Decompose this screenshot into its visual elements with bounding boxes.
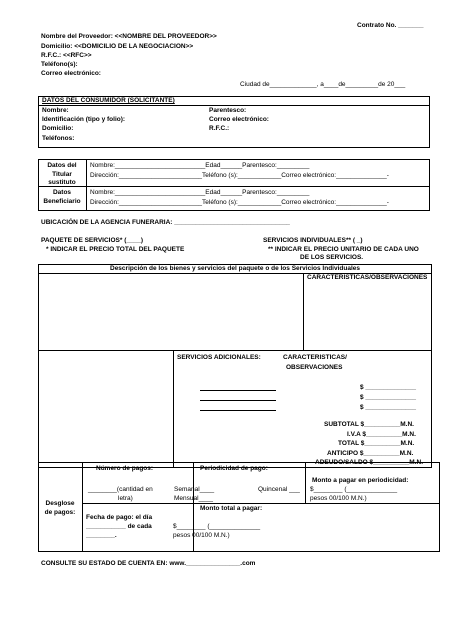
provider-name: Nombre del Proveedor: <<NOMBRE DEL PROVEEDOR>> [41,33,217,40]
divider [38,186,430,187]
adeudo-saldo: ADEUDO/SALDO $__________M.N. [315,459,424,466]
contract-number: Contrato No. _______ [357,22,424,29]
period-biweekly: Quincenal ___ [258,486,300,493]
package-note: * INDICAR EL PRECIO TOTAL DEL PAQUETE [46,246,185,253]
payment-side-1: Desglose [45,500,75,507]
subtotal: SUBTOTAL $__________M.N. [324,421,414,428]
total-amount-line: $________ (______________ [173,523,261,530]
service-line [200,400,276,401]
total-amount-title: Monto total a pagar: [200,505,263,512]
provider-rfc: R.F.C.: <<RFC>> [41,52,92,59]
total-amount-line-2: pesos 00/100 M.N.) [173,532,230,539]
periodic-amount-line-2: pesos 00/100 M.N.) [310,495,367,502]
consumer-email: Correo electrónico: [209,116,269,123]
funeral-location: UBICACIÓN DE LA AGENCIA FUNERARIA: ________________________________ [41,219,290,226]
beneficiary-line-2: Dirección:_______________________Teléfono (s):____________Correo electrónico:______________- [90,199,389,206]
service-line [200,390,276,391]
divider [86,159,87,211]
divider [305,462,306,503]
substitute-label-1: Datos del [47,162,77,169]
city-date: Ciudad de_____________, a____de_________de 20___ [240,81,406,88]
individual-note-2: DE LOS SERVICIOS. [300,254,364,261]
divider [38,350,432,351]
service-line [200,410,276,411]
number-of-payments-title: Número de pagos: [96,465,154,472]
price-3: $ ______________ [360,404,417,411]
services-table-header: Descripción de los bienes y servicios del paquete o de los Servicios Individuales [110,265,360,272]
beneficiary-label-2: Beneficiario [43,198,81,205]
individual-note-1: ** INDICAR EL PRECIO UNITARIO DE CADA UNO [268,246,419,253]
price-1: $ ______________ [360,384,417,391]
consumer-title: DATOS DEL CONSUMIDOR (SOLICITANTE) [42,97,175,104]
period-monthly: Mensual____ [174,495,214,502]
periodic-amount-title: Monto a pagar en periodicidad: [312,477,409,484]
substitute-line-1: Nombre:_________________________Edad______Parentesco:_________ [90,162,310,169]
additional-characteristics-1: CARACTERISTICAS/ [283,354,347,361]
substitute-label-2: Titular [52,171,72,178]
periodic-amount-line: $________ (______________ [310,486,398,493]
provider-address: Domicilio: <<DOMICILIO DE LA NEGOCIACION>> [41,43,194,50]
substitute-line-2: Dirección:_______________________Teléfono (s):____________Correo electrónico:______________- [90,172,389,179]
package-label: PAQUETE DE SERVICIOS* (____) [41,237,143,244]
payment-date-1: Fecha de pago: el día [86,514,153,521]
total: TOTAL $__________M.N. [338,440,415,447]
payment-side-2: de pagos: [44,509,76,516]
consumer-id: Identificación (tipo y folio): [42,116,126,123]
divider [82,503,440,504]
price-2: $ ______________ [360,394,417,401]
period-weekly: Semanal____ [174,486,215,493]
payment-date-3: ________. [86,532,117,539]
additional-services: SERVICIOS ADICIONALES: [177,354,261,361]
anticipo: ANTICIPO $__________M.N. [327,450,414,457]
additional-characteristics-2: OBSERVACIONES [286,364,343,371]
consumer-rfc: R.F.C.: [209,125,230,132]
consumer-address: Domicilio: [42,125,74,132]
consumer-name: Nombre: [42,107,69,114]
number-of-payments-line: ________(cantidad en [88,486,153,493]
characteristics-header: CARACTERISTICAS/OBSERVACIONES [307,274,428,281]
divider [303,273,304,350]
iva: I.V.A $__________M.N. [347,431,416,438]
beneficiary-label-1: Datos [52,189,72,196]
individual-label: SERVICIOS INDIVIDUALES** ( _) [263,237,363,244]
divider [38,105,430,106]
substitute-label-3: sustituto [48,179,76,186]
number-of-payments-line-2: letra) [118,495,133,502]
consumer-relationship: Parentesco: [209,107,247,114]
consumer-phones: Teléfonos: [42,135,75,142]
payment-date-2: ___________ de cada [86,523,152,530]
payment-period-title: Periodicidad de pago: [200,465,268,472]
beneficiary-line-1: Nombre:_________________________Edad______Parentesco:_________ [90,189,310,196]
provider-phones: Teléfono(s): [41,61,78,68]
account-status-footer: CONSULTE SU ESTADO DE CUENTA EN: www._______________.com [41,560,256,567]
divider [173,350,174,468]
provider-email: Correo electrónico: [41,70,101,77]
divider [82,462,83,552]
